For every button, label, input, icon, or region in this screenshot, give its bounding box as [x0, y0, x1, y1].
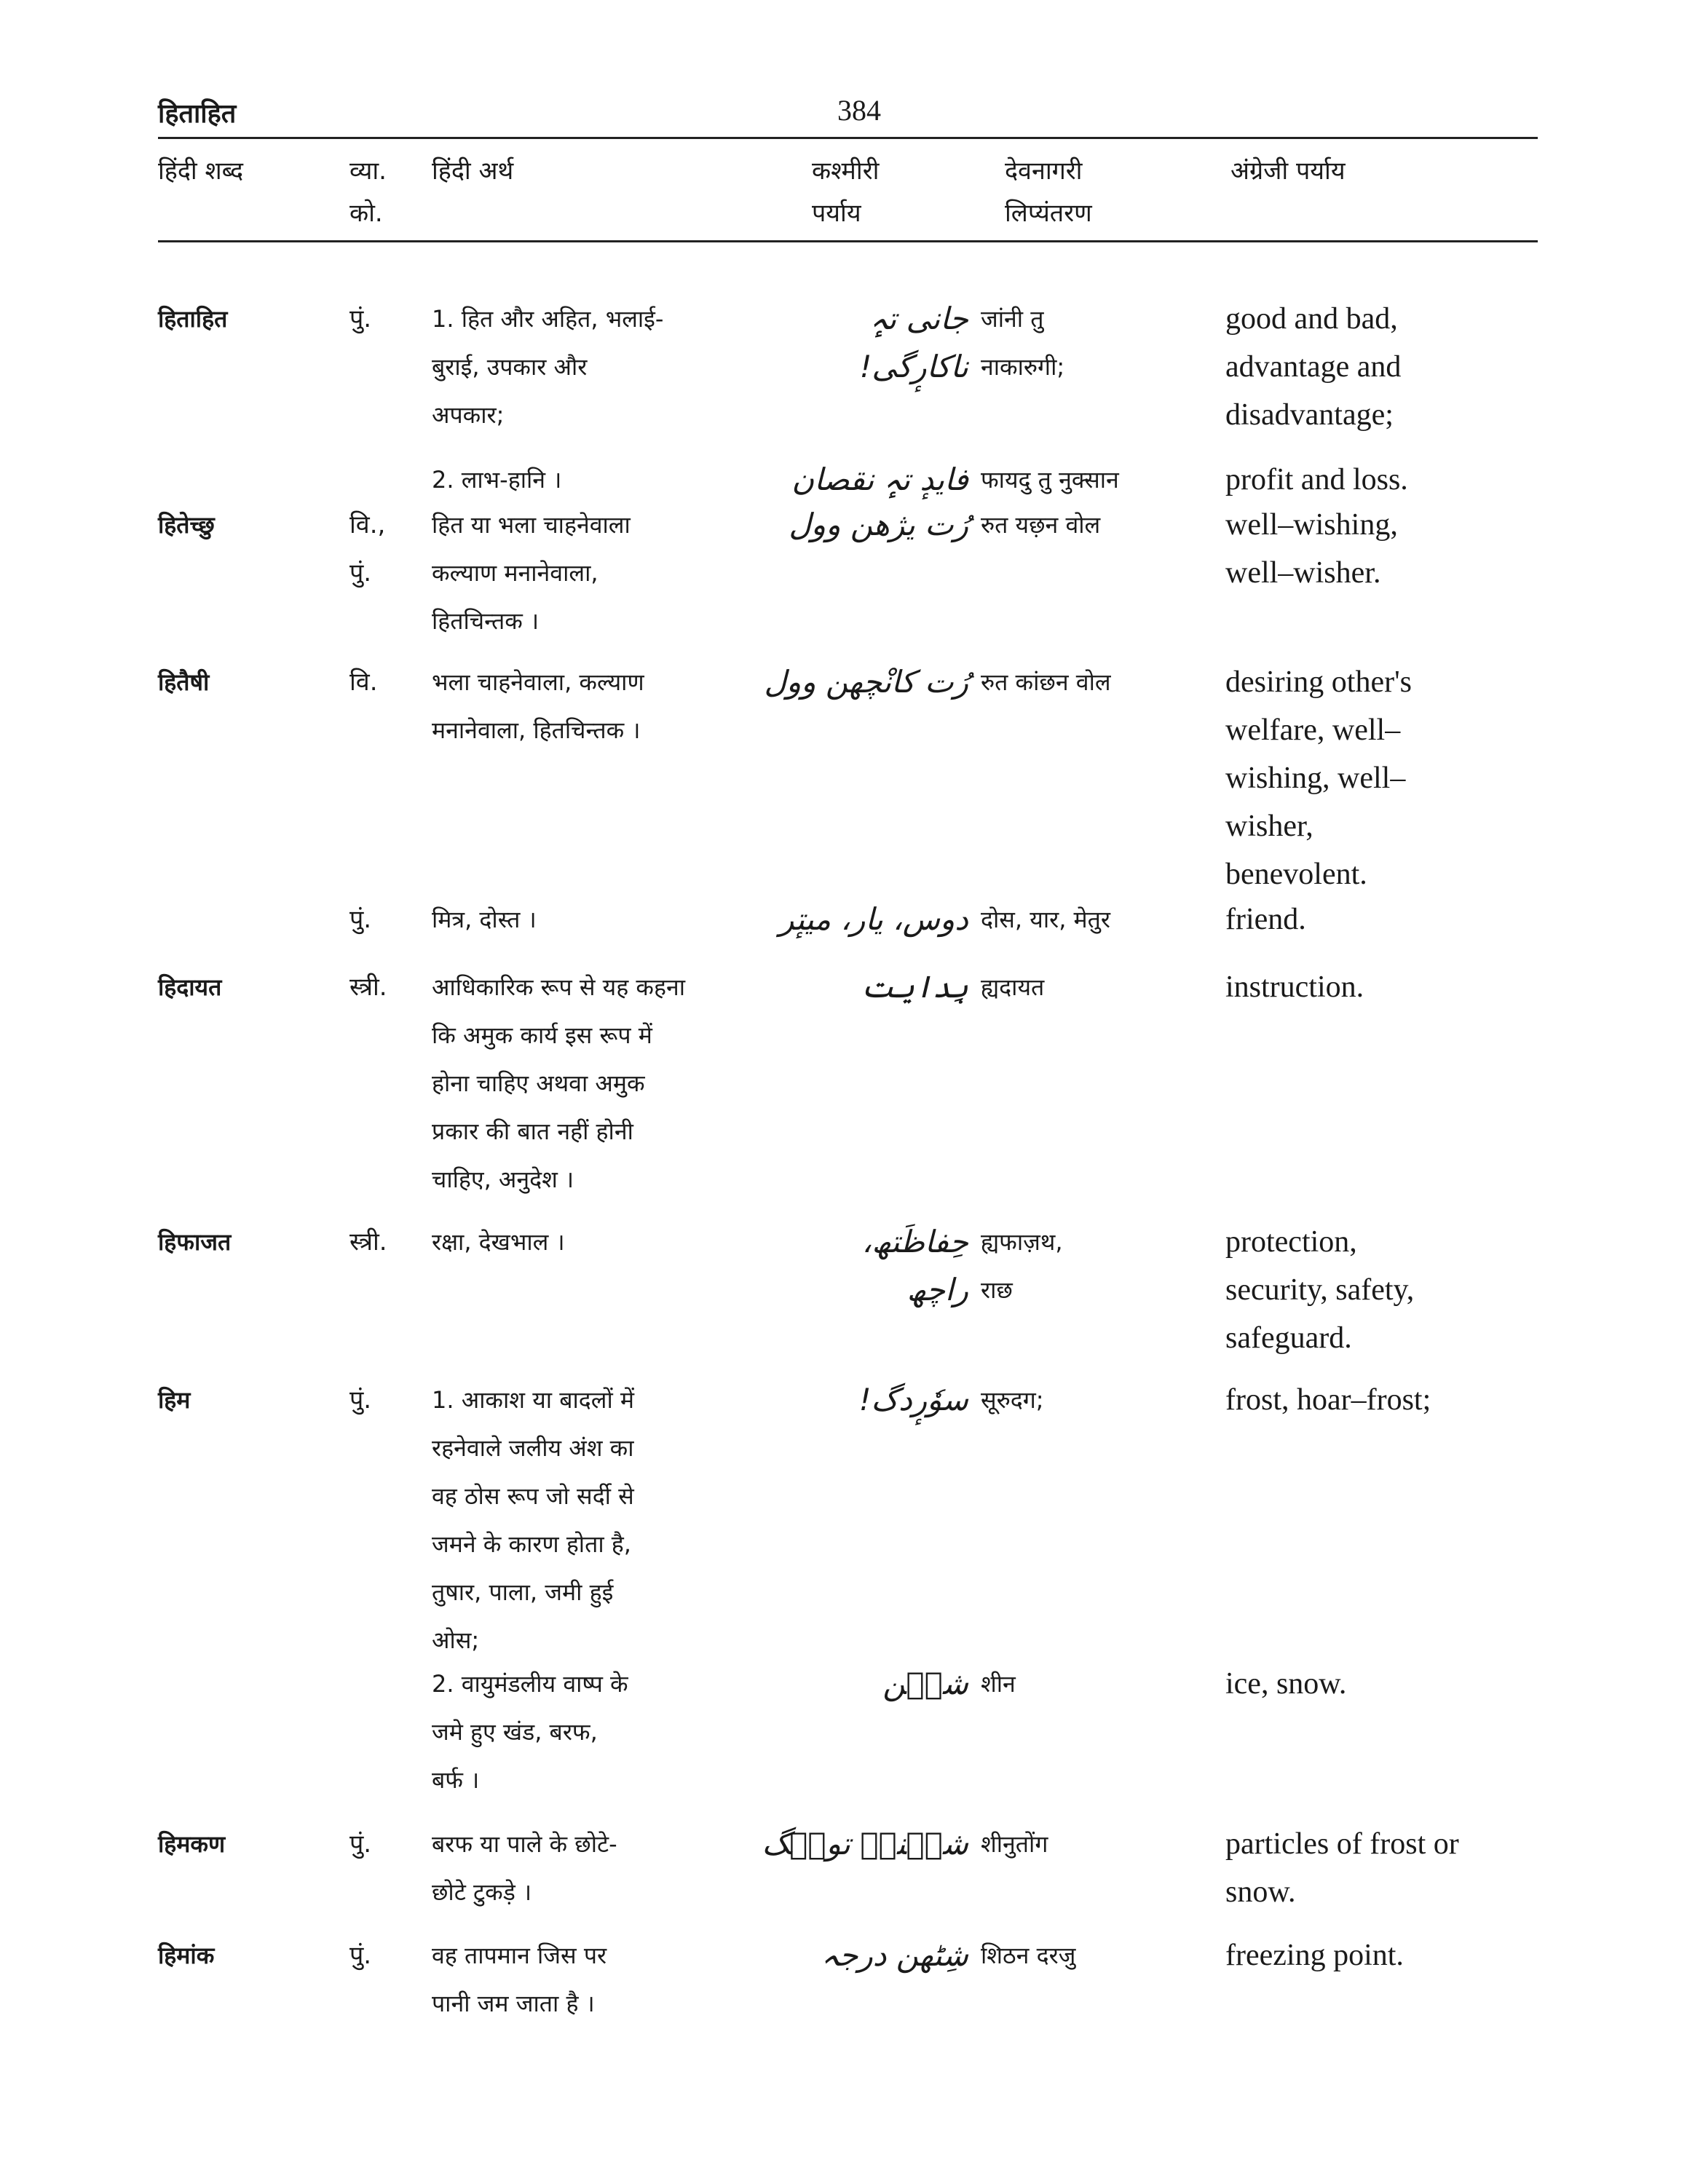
hindi-meaning: बरफ या पाले के छोटे- छोटे टुकड़े । [432, 1830, 617, 1906]
hindi-meaning: रक्षा, देखभाल । [432, 1228, 565, 1256]
devanagari-transliteration: शीनुतोंग [981, 1830, 1048, 1858]
hindi-meaning: भला चाहनेवाला, कल्याण मनानेवाला, हितचिन्तक । [432, 668, 644, 744]
col-header-english: अंग्रेजी पर्याय [1230, 157, 1346, 186]
grammar-label: वि. [349, 668, 378, 697]
devanagari-transliteration: जांनी तु नाकारुगी; [981, 305, 1065, 381]
kashmiri-equivalent: ہِدایت [861, 969, 968, 1005]
hindi-meaning: 1. आकाश या बादलों में रहनेवाले जलीय अंश का वह ठोस रूप जो सर्दी से जमने के कारण होता है, तुषार, पाला, जमी हुई ओस; [432, 1386, 635, 1654]
top-rule [158, 137, 1538, 139]
page-number: 384 [837, 94, 881, 127]
kashmiri-equivalent: حِفاظَتھ، راچھ [861, 1224, 968, 1307]
hindi-meaning: मित्र, दोस्त । [432, 906, 537, 933]
headword: हिदायत [158, 973, 222, 1001]
english-equivalent: well–wishing, well–wisher. [1225, 508, 1398, 590]
grammar-label: स्त्री. [349, 973, 387, 1002]
grammar-label: पुं. [349, 1941, 372, 1970]
kashmiri-equivalent: دوس، یار، میتٕر [779, 901, 968, 937]
hindi-meaning: 2. वायुमंडलीय वाष्प के जमे हुए खंड, बरफ, बर्फ । [432, 1670, 628, 1794]
col-header-grammar: व्या. को. [349, 157, 387, 228]
english-equivalent: protection, security, safety, safeguard. [1225, 1225, 1415, 1355]
devanagari-transliteration: सूरुदग; [981, 1386, 1044, 1414]
grammar-label: वि., पुं. [349, 510, 386, 587]
guide-word: हिताहित [158, 99, 237, 129]
devanagari-transliteration: शीन [981, 1670, 1016, 1698]
col-header-devanagari: देवनागरी लिप्यंतरण [1005, 157, 1092, 228]
headword: हितेच्छु [158, 511, 215, 539]
kashmiri-equivalent: رُت یژھن وول [789, 507, 968, 542]
hindi-meaning: 2. लाभ-हानि । [432, 466, 562, 494]
kashmiri-equivalent: رُت کانْچھن وول [764, 664, 968, 700]
devanagari-transliteration: ह्यफाज़थ, राछ [981, 1228, 1063, 1304]
english-equivalent: freezing point. [1225, 1939, 1404, 1972]
kashmiri-equivalent: فایدٕ تہٕ نقصان [791, 462, 968, 497]
grammar-label: पुं. [349, 1385, 372, 1415]
grammar-label: स्त्री. [349, 1227, 387, 1257]
col-header-hindi-word: हिंदी शब्द [158, 157, 244, 186]
devanagari-transliteration: शिठन दरजु [981, 1942, 1076, 1969]
english-equivalent: frost, hoar–frost; [1225, 1383, 1431, 1417]
col-header-hindi-meaning: हिंदी अर्थ [432, 157, 514, 186]
english-equivalent: profit and loss. [1225, 463, 1408, 496]
kashmiri-equivalent: شِٹھن درجہ [821, 1937, 968, 1973]
devanagari-transliteration: फायदु तु नुक्सान [981, 466, 1119, 494]
devanagari-transliteration: रुत यछ़न वोल [981, 511, 1101, 539]
headword: हिफाजत [158, 1228, 232, 1256]
english-equivalent: particles of frost or snow. [1225, 1827, 1459, 1909]
hindi-meaning: हित या भला चाहनेवाला कल्याण मनानेवाला, हितचिन्तक । [432, 511, 631, 635]
kashmiri-equivalent: جانی تہٕ ناکارٕگی! [859, 301, 968, 384]
kashmiri-equivalent: سوٗرٕدگ! [858, 1382, 968, 1417]
headword: हिम [158, 1386, 191, 1414]
english-equivalent: ice, snow. [1225, 1667, 1347, 1701]
grammar-label: पुं. [349, 304, 372, 333]
english-equivalent: instruction. [1225, 970, 1364, 1004]
hindi-meaning: आधिकारिक रूप से यह कहना कि अमुक कार्य इस रूप में होना चाहिए अथवा अमुक प्रकार की बात नहीं होनी चाहिए, अनुदेश । [432, 973, 686, 1193]
english-equivalent: good and bad, advantage and disadvantage; [1225, 302, 1402, 432]
hindi-meaning: 1. हित और अहित, भलाई- बुराई, उपकार और अपकार; [432, 305, 664, 429]
headword: हितैषी [158, 668, 210, 696]
devanagari-transliteration: दोस, यार, मेतुर [981, 906, 1110, 933]
headword: हिताहित [158, 305, 228, 333]
english-equivalent: desiring other's welfare, well– wishing, well– wisher, benevolent. [1225, 665, 1413, 891]
col-header-kashmiri: कश्मीरी पर्याय [812, 157, 880, 228]
header-rule [158, 240, 1538, 242]
english-equivalent: friend. [1225, 903, 1306, 936]
grammar-label: पुं. [349, 1829, 372, 1859]
headword: हिमांक [158, 1942, 215, 1969]
hindi-meaning: वह तापमान जिस पर पानी जम जाता है । [432, 1942, 607, 2017]
kashmiri-equivalent: شیٖن [882, 1666, 968, 1701]
devanagari-transliteration: रुत कांछन वोल [981, 668, 1111, 696]
devanagari-transliteration: ह्यदायत [981, 973, 1045, 1001]
headword: हिमकण [158, 1830, 226, 1858]
kashmiri-equivalent: شیٖنہٕ تونٛگ [762, 1826, 968, 1861]
grammar-label: पुं. [349, 905, 372, 934]
